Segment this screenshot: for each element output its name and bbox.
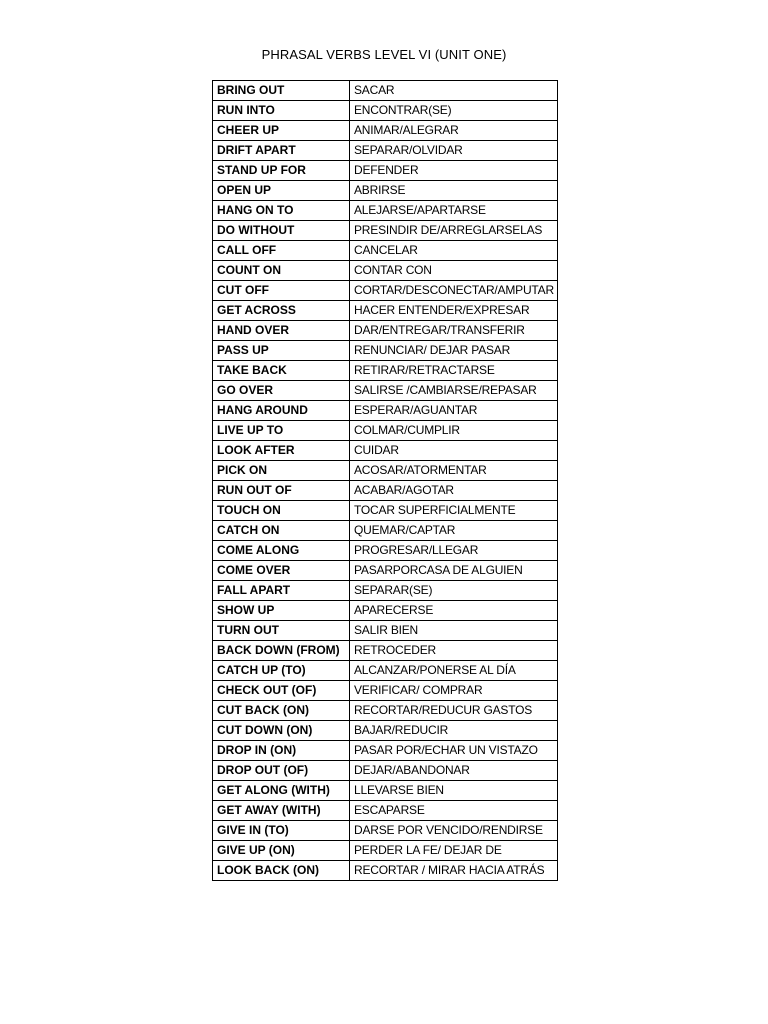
translation-cell: COLMAR/CUMPLIR — [350, 421, 558, 441]
table-row — [213, 761, 558, 781]
table-row — [213, 781, 558, 801]
translation-cell: ACABAR/AGOTAR — [350, 481, 558, 501]
translation-cell: CANCELAR — [350, 241, 558, 261]
translation-cell: PERDER LA FE/ DEJAR DE — [350, 841, 558, 861]
phrasal-verb-cell: GET AWAY (WITH) — [213, 801, 350, 821]
table-row — [213, 661, 558, 681]
table-row — [213, 521, 558, 541]
phrasal-verbs-table — [212, 80, 558, 881]
table-row — [213, 301, 558, 321]
translation-cell: CONTAR CON — [350, 261, 558, 281]
translation-cell: ALCANZAR/PONERSE AL DÍA — [350, 661, 558, 681]
translation-cell: SEPARAR(SE) — [350, 581, 558, 601]
translation-cell: DARSE POR VENCIDO/RENDIRSE — [350, 821, 558, 841]
translation-cell: DEFENDER — [350, 161, 558, 181]
phrasal-verb-cell: TOUCH ON — [213, 501, 350, 521]
phrasal-verb-cell: CUT BACK (ON) — [213, 701, 350, 721]
phrasal-verb-cell: STAND UP FOR — [213, 161, 350, 181]
translation-cell: ALEJARSE/APARTARSE — [350, 201, 558, 221]
translation-cell: ABRIRSE — [350, 181, 558, 201]
translation-cell: SALIRSE /CAMBIARSE/REPASAR — [350, 381, 558, 401]
translation-cell: PASAR POR/ECHAR UN VISTAZO — [350, 741, 558, 761]
phrasal-verb-cell: CUT DOWN (ON) — [213, 721, 350, 741]
table-row — [213, 541, 558, 561]
table-row — [213, 101, 558, 121]
table-row — [213, 81, 558, 101]
table-row — [213, 821, 558, 841]
phrasal-verb-cell: PASS UP — [213, 341, 350, 361]
translation-cell: VERIFICAR/ COMPRAR — [350, 681, 558, 701]
phrasal-verb-cell: HANG ON TO — [213, 201, 350, 221]
table-row — [213, 221, 558, 241]
table-row — [213, 141, 558, 161]
translation-cell: ESPERAR/AGUANTAR — [350, 401, 558, 421]
translation-cell: ESCAPARSE — [350, 801, 558, 821]
phrasal-verb-cell: HAND OVER — [213, 321, 350, 341]
table-row — [213, 441, 558, 461]
phrasal-verb-cell: CHECK OUT (OF) — [213, 681, 350, 701]
table-row — [213, 601, 558, 621]
table-row — [213, 201, 558, 221]
table-row — [213, 361, 558, 381]
phrasal-verb-cell: GIVE IN (TO) — [213, 821, 350, 841]
translation-cell: ACOSAR/ATORMENTAR — [350, 461, 558, 481]
phrasal-verb-cell: LOOK AFTER — [213, 441, 350, 461]
table-row — [213, 421, 558, 441]
phrasal-verb-cell: DROP IN (ON) — [213, 741, 350, 761]
translation-cell: HACER ENTENDER/EXPRESAR — [350, 301, 558, 321]
table-row — [213, 461, 558, 481]
translation-cell: RECORTAR/REDUCUR GASTOS — [350, 701, 558, 721]
phrasal-verb-cell: BACK DOWN (FROM) — [213, 641, 350, 661]
phrasal-verb-cell: COME ALONG — [213, 541, 350, 561]
table-row — [213, 621, 558, 641]
translation-cell: RETROCEDER — [350, 641, 558, 661]
phrasal-verb-cell: RUN INTO — [213, 101, 350, 121]
translation-cell: SEPARAR/OLVIDAR — [350, 141, 558, 161]
translation-cell: PASARPORCASA DE ALGUIEN — [350, 561, 558, 581]
table-row — [213, 741, 558, 761]
translation-cell: RETIRAR/RETRACTARSE — [350, 361, 558, 381]
table-row — [213, 841, 558, 861]
phrasal-verb-cell: RUN OUT OF — [213, 481, 350, 501]
table-row — [213, 281, 558, 301]
translation-cell: SACAR — [350, 81, 558, 101]
translation-cell: ENCONTRAR(SE) — [350, 101, 558, 121]
phrasal-verb-cell: OPEN UP — [213, 181, 350, 201]
table-row — [213, 381, 558, 401]
translation-cell: CORTAR/DESCONECTAR/AMPUTAR — [350, 281, 558, 301]
phrasal-verb-cell: PICK ON — [213, 461, 350, 481]
table-row — [213, 481, 558, 501]
translation-cell: RECORTAR / MIRAR HACIA ATRÁS — [350, 861, 558, 881]
phrasal-verb-cell: COUNT ON — [213, 261, 350, 281]
translation-cell: DEJAR/ABANDONAR — [350, 761, 558, 781]
table-row — [213, 401, 558, 421]
phrasal-verb-cell: CATCH ON — [213, 521, 350, 541]
table-row — [213, 161, 558, 181]
table-row — [213, 501, 558, 521]
phrasal-verb-cell: TURN OUT — [213, 621, 350, 641]
table-row — [213, 341, 558, 361]
table-row — [213, 701, 558, 721]
phrasal-verb-cell: DROP OUT (OF) — [213, 761, 350, 781]
phrasal-verb-cell: GET ACROSS — [213, 301, 350, 321]
phrasal-verb-cell: CHEER UP — [213, 121, 350, 141]
table-row — [213, 241, 558, 261]
phrasal-verb-cell: CALL OFF — [213, 241, 350, 261]
phrasal-verb-cell: BRING OUT — [213, 81, 350, 101]
translation-cell: RENUNCIAR/ DEJAR PASAR — [350, 341, 558, 361]
table-body — [213, 81, 558, 881]
phrasal-verb-cell: CUT OFF — [213, 281, 350, 301]
translation-cell: LLEVARSE BIEN — [350, 781, 558, 801]
translation-cell: CUIDAR — [350, 441, 558, 461]
translation-cell: DAR/ENTREGAR/TRANSFERIR — [350, 321, 558, 341]
translation-cell: SALIR BIEN — [350, 621, 558, 641]
translation-cell: PROGRESAR/LLEGAR — [350, 541, 558, 561]
phrasal-verb-cell: FALL APART — [213, 581, 350, 601]
translation-cell: PRESINDIR DE/ARREGLARSELAS — [350, 221, 558, 241]
table-row — [213, 121, 558, 141]
phrasal-verb-cell: LIVE UP TO — [213, 421, 350, 441]
phrasal-verb-cell: GO OVER — [213, 381, 350, 401]
phrasal-verb-cell: GET ALONG (WITH) — [213, 781, 350, 801]
translation-cell: TOCAR SUPERFICIALMENTE — [350, 501, 558, 521]
phrasal-verb-cell: DRIFT APART — [213, 141, 350, 161]
phrasal-verb-cell: HANG AROUND — [213, 401, 350, 421]
phrasal-verb-cell: GIVE UP (ON) — [213, 841, 350, 861]
table-row — [213, 641, 558, 661]
phrasal-verb-cell: TAKE BACK — [213, 361, 350, 381]
table-row — [213, 721, 558, 741]
phrasal-verb-cell: CATCH UP (TO) — [213, 661, 350, 681]
page-title: PHRASAL VERBS LEVEL VI (UNIT ONE) — [261, 47, 507, 62]
table-row — [213, 261, 558, 281]
table-row — [213, 581, 558, 601]
phrasal-verb-cell: LOOK BACK (ON) — [213, 861, 350, 881]
translation-cell: ANIMAR/ALEGRAR — [350, 121, 558, 141]
phrasal-verb-cell: SHOW UP — [213, 601, 350, 621]
table-row — [213, 181, 558, 201]
table-row — [213, 801, 558, 821]
table-row — [213, 321, 558, 341]
phrasal-verb-cell: COME OVER — [213, 561, 350, 581]
table-row — [213, 561, 558, 581]
table-row — [213, 861, 558, 881]
table-row — [213, 681, 558, 701]
translation-cell: BAJAR/REDUCIR — [350, 721, 558, 741]
translation-cell: APARECERSE — [350, 601, 558, 621]
translation-cell: QUEMAR/CAPTAR — [350, 521, 558, 541]
phrasal-verb-cell: DO WITHOUT — [213, 221, 350, 241]
